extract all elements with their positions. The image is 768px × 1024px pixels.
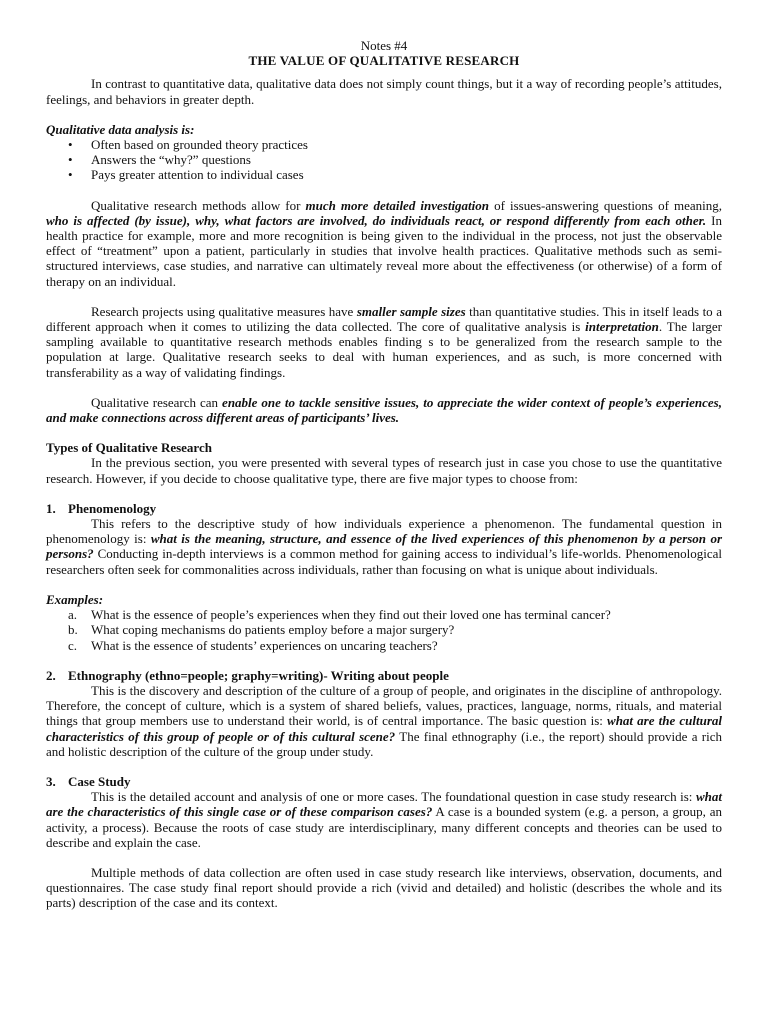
qda-list — [46, 137, 722, 183]
list-marker: c. — [68, 637, 78, 653]
section-title: Case Study — [68, 773, 131, 789]
list-item — [46, 638, 722, 653]
emphasis-run: enable one to tackle sensitive issues, to appreciate the wider context of people’s experiences, and make connections across different areas of participants’ lives. — [46, 394, 722, 426]
emphasis-run: who is affected (by issue), why, what factors are involved, do individuals react, or respond differently from each other. — [46, 212, 707, 228]
ethnography-paragraph — [46, 683, 722, 759]
qda-heading: Qualitative data analysis is: — [46, 121, 195, 137]
text-run: of issues-answering questions of meaning, — [489, 197, 722, 213]
text-run: This refers to the descriptive study of how individuals experience a phenomenon. The fundamental question in phenomenology is: — [46, 516, 722, 547]
case-study-methods-paragraph: Multiple methods of data collection are often used in case study research like interviews, observation, documents, and questionnaires. The case study final report should provide a rich (vivid and detailed) and holistic (describes the whole and its parts) description of the case and its context. — [46, 864, 722, 911]
emphasis-run: what are the cultural characteristics of this group of people or of this cultural scene? — [46, 713, 723, 744]
text-run: Research projects using qualitative measures have — [91, 303, 357, 319]
case-study-paragraph — [46, 789, 722, 850]
list-item-text: What is the essence of people’s experiences when they find out their loved one has terminal cancer? — [91, 607, 611, 623]
ethnography-heading — [46, 668, 722, 683]
list-item-text: Answers the “why?” questions — [91, 152, 251, 168]
list-item-text: What is the essence of students’ experiences on uncaring teachers? — [91, 637, 438, 653]
case-study-heading — [46, 774, 722, 789]
text-run: Qualitative research can — [91, 394, 223, 410]
text-run: This is the detailed account and analysis of one or more cases. The foundational question in case study research is: — [91, 789, 696, 805]
types-paragraph: In the previous section, you were presented with several types of research just in case you chose to use the quantitative research. However, if you decide to choose qualitative type, there are five major types to choose from: — [46, 455, 722, 486]
text-run: Conducting in-depth interviews is a common method for gaining access to individual’s life-worlds. Phenomenological researchers often seek for commonalities across individuals, rather than focusing on what is unique about individuals. — [46, 546, 722, 577]
list-item — [46, 607, 722, 622]
text-run: In health practice for example, more and more recognition is being given to the individual in the process, not just the observable effect of “treatment” upon a patient, particularly in studies that involve health practices. Qualitative methods such as semi-structured interviews, case studies, and narrative can ultimately reveal more about the effectiveness (or otherwise) of a form of therapy on an individual. — [46, 212, 722, 289]
list-item-text: Often based on grounded theory practices — [91, 137, 308, 153]
emphasis-run: much more detailed investigation — [305, 197, 490, 213]
list-item — [46, 167, 722, 182]
list-item-text: Pays greater attention to individual cases — [91, 167, 304, 183]
section-number: 2. — [46, 667, 56, 683]
emphasis-run: what are the characteristics of this single case or of these comparison cases? — [46, 789, 722, 820]
bullet-icon: • — [68, 167, 73, 183]
text-run: than quantitative studies. This in itself leads to a different approach when it comes to utilizing the data collected. The core of qualitative analysis is — [46, 303, 722, 335]
notes-label: Notes #4 — [360, 38, 408, 53]
section-number: 1. — [46, 500, 56, 516]
intro-paragraph: In contrast to quantitative data, qualitative data does not simply count things, but it a way of recording people’s attitudes, feelings, and behaviors in greater depth. — [46, 76, 722, 107]
list-marker: a. — [68, 607, 78, 623]
emphasis-run: what is the meaning, structure, and essence of the lived experiences of this phenomenon by a person or persons? — [46, 531, 723, 562]
section-title: Ethnography (ethno=people; graphy=writing)- Writing about people — [68, 667, 449, 683]
list-item — [46, 152, 722, 167]
text-run: . The larger sampling available to quantitative research methods enables finding s to be generalized from the research sample to the population at large. Qualitative research seeks to deal with human experiences, and as such, is more concerned with transferability as a way of validating findings. — [46, 319, 722, 380]
list-item-text: What coping mechanisms do patients employ before a major surgery? — [91, 622, 455, 638]
text-run: This is the discovery and description of the culture of a group of people, and originates in the discipline of anthropology. Therefore, the concept of culture, which is a system of shared beliefs, values, practices, language, norms, rituals, and material things that group members use to understand their world, is of central importance. The basic question is: — [46, 682, 722, 729]
emphasis-run: interpretation — [585, 319, 659, 335]
phenomenology-paragraph — [46, 516, 722, 577]
list-item — [46, 137, 722, 152]
examples-heading: Examples: — [46, 591, 104, 607]
emphasis-run: smaller sample sizes — [356, 303, 466, 319]
methods-paragraph — [46, 198, 722, 289]
phenomenology-heading — [46, 501, 722, 516]
examples-list — [46, 607, 722, 653]
sensitive-paragraph — [46, 395, 722, 425]
text-run: The final ethnography (i.e., the report) should provide a rich and holistic description of the culture of the group under study. — [46, 728, 722, 759]
list-item — [46, 622, 722, 637]
bullet-icon: • — [68, 137, 73, 153]
page-title: THE VALUE OF QUALITATIVE RESEARCH — [248, 53, 520, 69]
text-run: A case is a bounded system (e.g. a person, a group, an activity, a process). Because the roots of case study are interdisciplinary, many different concepts and theories can be used to describe and explain the case. — [46, 804, 722, 850]
section-number: 3. — [46, 773, 56, 789]
section-title: Phenomenology — [68, 500, 157, 516]
list-marker: b. — [68, 622, 78, 638]
text-run: Qualitative research methods allow for — [91, 197, 306, 213]
projects-paragraph — [46, 304, 722, 380]
bullet-icon: • — [68, 152, 73, 168]
types-heading: Types of Qualitative Research — [46, 440, 212, 456]
